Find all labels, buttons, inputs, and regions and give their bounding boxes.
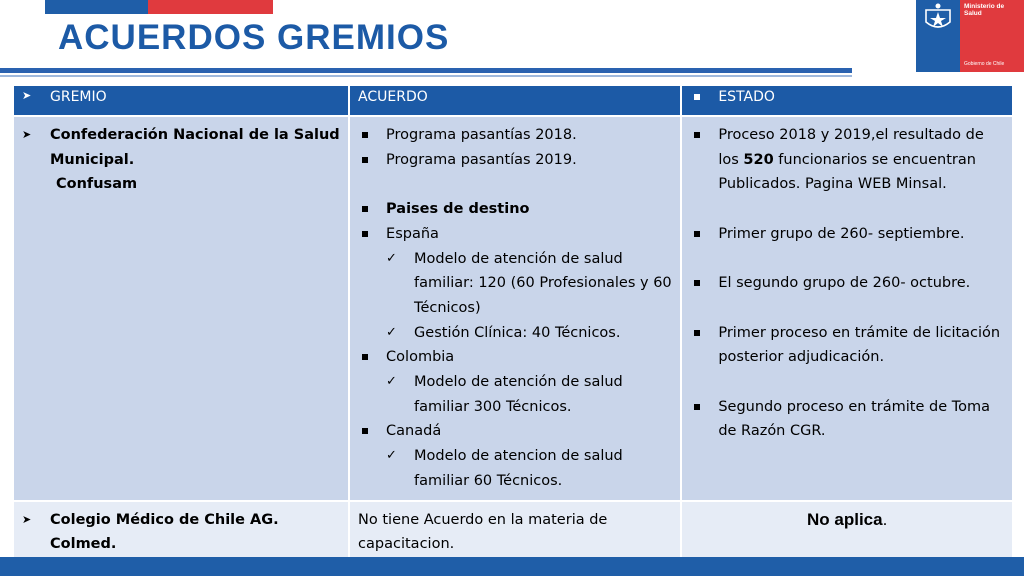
- cell-acuerdo-colmed: No tiene Acuerdo en la materia de capacitacion.: [349, 501, 681, 564]
- cell-gremio-confusam: [13, 116, 349, 501]
- header-estado-label: ESTADO: [718, 89, 775, 105]
- acuerdo-subitem: Modelo de atención de salud familiar 300 Técnicos.: [414, 374, 623, 415]
- logo-subtitle: Gobierno de Chile: [964, 61, 1005, 67]
- square-bullet-icon: [690, 123, 714, 148]
- table-header-row: [13, 85, 1013, 116]
- estado-item: Segundo proceso en trámite de Toma de Razón CGR.: [718, 398, 990, 440]
- logo-line1: Ministerio de: [964, 3, 1005, 10]
- country-canada: Canadá: [386, 423, 442, 440]
- country-espana: España: [386, 225, 439, 242]
- acuerdo-subitem: Gestión Clínica: 40 Técnicos.: [414, 324, 621, 341]
- agreements-table: [12, 84, 1014, 565]
- estado-item: Primer proceso en trámite de licitación posterior adjudicación.: [718, 324, 1001, 366]
- gremio-name: Confederación Nacional de la Salud Municipal.: [50, 127, 340, 168]
- table-row: [13, 501, 1013, 564]
- checkmark-icon: ✓: [386, 324, 397, 340]
- ministerio-logo: [916, 0, 1024, 72]
- destinos-label: Paises de destino: [386, 201, 530, 218]
- arrow-bullet-icon: ➤: [22, 89, 32, 102]
- cell-estado-colmed: [681, 501, 1013, 564]
- arrow-bullet-icon: ➤: [22, 512, 32, 526]
- header-gremio-label: GREMIO: [50, 89, 107, 105]
- square-bullet-icon: [358, 197, 382, 222]
- square-bullet-icon: [690, 395, 714, 420]
- acuerdo-subitem: Modelo de atencion de salud familiar 60 Técnicos.: [414, 448, 623, 489]
- top-accent-red: [148, 0, 273, 14]
- square-bullet-icon: [358, 222, 382, 247]
- table-row: [13, 116, 1013, 501]
- square-bullet-icon: [690, 222, 714, 247]
- estado-item: Primer grupo de 260- septiembre.: [718, 225, 965, 242]
- top-accent-blue: [45, 0, 148, 14]
- header-estado: [681, 85, 1013, 116]
- slide-title: ACUERDOS GREMIOS: [58, 18, 450, 57]
- footer-bar: [0, 557, 1024, 576]
- header-gremio: [13, 85, 349, 116]
- arrow-bullet-icon: ➤: [22, 128, 32, 141]
- no-aplica-text: No aplica.: [807, 509, 888, 529]
- checkmark-icon: ✓: [386, 374, 397, 390]
- coat-of-arms-icon: [916, 0, 960, 40]
- checkmark-icon: ✓: [386, 448, 397, 464]
- cell-gremio-colmed: [13, 501, 349, 564]
- estado-item: El segundo grupo de 260- octubre.: [718, 275, 971, 292]
- square-bullet-icon: [358, 123, 382, 148]
- square-bullet-icon: [358, 419, 382, 444]
- estado-item: Proceso 2018 y 2019,el resultado de los 520 funcionarios se encuentran Publicados. Pagina WEB Minsal.: [718, 127, 984, 193]
- title-underline-light: [0, 75, 852, 77]
- square-bullet-icon: [690, 89, 714, 105]
- logo-text: [964, 3, 1004, 17]
- logo-line2: Salud: [964, 10, 982, 17]
- cell-estado-confusam: [681, 116, 1013, 501]
- acuerdo-item: Programa pasantías 2018.: [386, 127, 577, 143]
- logo-blue-panel: [916, 0, 960, 72]
- title-underline: [0, 68, 852, 73]
- gremio-short-name: Confusam: [56, 176, 138, 193]
- square-bullet-icon: [358, 345, 382, 370]
- acuerdo-subitem: Modelo de atención de salud familiar: 120 (60 Profesionales y 60 Técnicos): [414, 250, 672, 316]
- header-acuerdo: ACUERDO: [349, 85, 681, 116]
- country-colombia: Colombia: [386, 349, 455, 366]
- gremio-name: Colegio Médico de Chile AG. Colmed.: [50, 511, 279, 553]
- square-bullet-icon: [690, 271, 714, 296]
- square-bullet-icon: [358, 148, 382, 173]
- square-bullet-icon: [690, 321, 714, 346]
- checkmark-icon: ✓: [386, 250, 397, 266]
- cell-acuerdo-confusam: [349, 116, 681, 501]
- acuerdo-item: Programa pasantías 2019.: [386, 151, 577, 168]
